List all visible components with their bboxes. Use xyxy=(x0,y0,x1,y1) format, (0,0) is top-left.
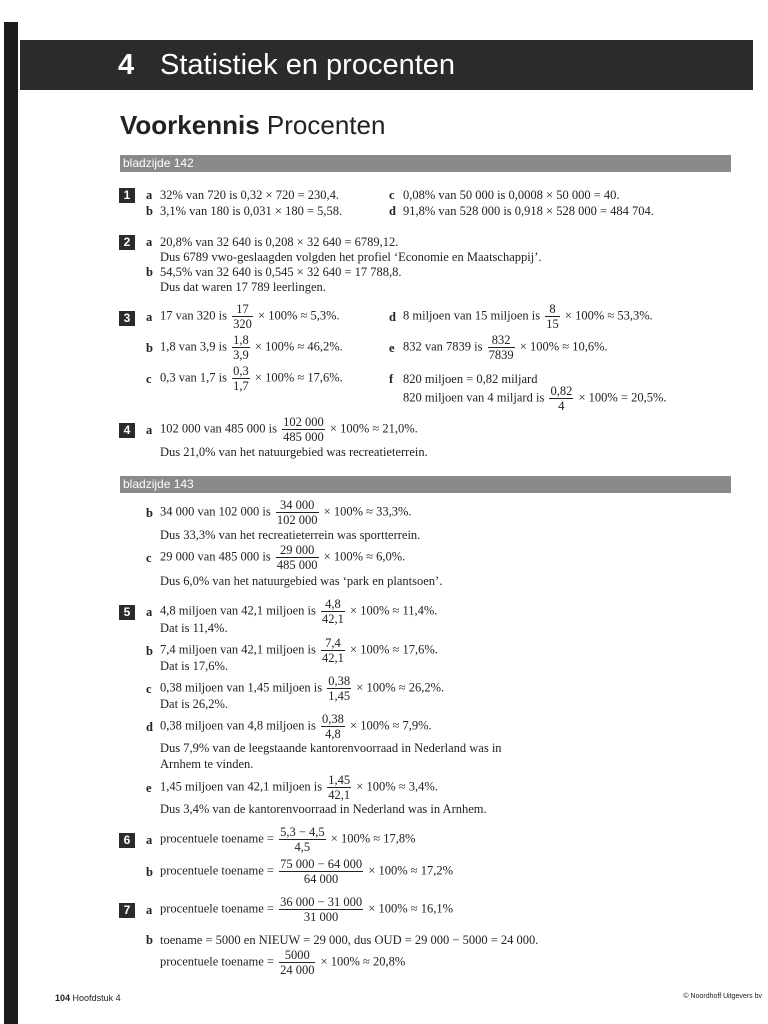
label-6b: b xyxy=(146,865,153,879)
fraction-5e xyxy=(327,773,351,802)
answer-5a-pre: 4,8 miljoen van 42,1 miljoen is xyxy=(160,603,316,618)
label-4c: c xyxy=(146,551,152,565)
answer-3c-pre: 0,3 van 1,7 is xyxy=(160,370,228,385)
answer-5e-post: × 100% ≈ 3,4%. xyxy=(356,779,438,794)
label-3e: e xyxy=(389,341,395,355)
answer-4c-post: × 100% ≈ 6,0%. xyxy=(323,549,406,564)
answer-5c-post: × 100% ≈ 26,2%. xyxy=(356,680,445,695)
answer-5d xyxy=(160,712,432,741)
chapter-header xyxy=(20,40,753,90)
answer-7a-pre: procentuele toename = xyxy=(160,901,274,916)
numerator-3d: 8 xyxy=(545,302,560,317)
numerator-5c: 0,38 xyxy=(328,674,351,688)
fraction-7b xyxy=(279,948,315,977)
chapter-number: 4 xyxy=(118,49,135,81)
answer-7b-post: × 100% ≈ 20,8% xyxy=(320,954,406,969)
denominator-7b: 24 000 xyxy=(280,963,315,977)
denominator-4b: 102 000 xyxy=(276,513,318,527)
numerator-4b: 34 000 xyxy=(276,498,319,513)
fraction-3c xyxy=(232,364,250,393)
answer-4a-pre: 102 000 van 485 000 is xyxy=(160,421,278,436)
numerator-3e: 832 xyxy=(488,333,515,348)
answer-1a: 32% van 720 is 0,32 × 720 = 230,4. xyxy=(160,188,340,202)
page-reference-143: bladzijde 143 xyxy=(120,476,731,493)
numerator-5a: 4,8 xyxy=(321,597,345,612)
answer-7b-pre: procentuele toename = xyxy=(160,954,274,969)
numerator-6b: 75 000 − 64 000 xyxy=(280,857,363,871)
answer-3b xyxy=(160,333,343,362)
answer-5c-line2: Dat is 26,2%. xyxy=(160,697,229,711)
answer-7b-line2 xyxy=(160,948,405,977)
answer-6b-pre: procentuele toename = xyxy=(160,863,274,878)
denominator-6b: 64 000 xyxy=(303,872,339,886)
exercise-number-4: 4 xyxy=(119,423,135,438)
label-4b: b xyxy=(146,506,153,520)
answer-3e-pre: 832 van 7839 is xyxy=(403,339,483,354)
numerator-4c: 29 000 xyxy=(276,543,319,558)
answer-1d: 91,8% van 528 000 is 0,918 × 528 000 = 484 704. xyxy=(403,204,654,218)
fraction-4c xyxy=(276,543,319,572)
numerator-5b: 7,4 xyxy=(321,636,345,651)
answer-2a-line2: Dus 6789 vwo-geslaagden volgden het profiel ‘Economie en Maatschappij’. xyxy=(160,250,542,264)
answer-6a xyxy=(160,825,416,854)
answer-1c: 0,08% van 50 000 is 0,0008 × 50 000 = 40. xyxy=(403,188,620,202)
answer-3d-post: × 100% ≈ 53,3%. xyxy=(564,308,653,323)
answer-4c-line2: Dus 6,0% van het natuurgebied was ‘park en plantsoen’. xyxy=(160,574,443,588)
answer-5e xyxy=(160,773,438,802)
answer-4b-line2: Dus 33,3% van het recreatieterrein was sportterrein. xyxy=(160,528,421,542)
denominator-4c: 485 000 xyxy=(276,558,318,572)
numerator-5d: 0,38 xyxy=(322,712,344,726)
denominator-5a: 42,1 xyxy=(322,612,344,626)
answer-3a xyxy=(160,302,340,331)
fraction-5b xyxy=(321,636,345,665)
label-7b: b xyxy=(146,933,153,947)
label-3c: c xyxy=(146,372,152,386)
exercise-number-5: 5 xyxy=(119,605,135,620)
denominator-5c: 1,45 xyxy=(328,689,351,703)
answer-6b-post: × 100% ≈ 17,2% xyxy=(368,863,454,878)
answer-3f-post: × 100% = 20,5%. xyxy=(578,390,667,405)
answer-5e-line2: Dus 3,4% van de kantorenvoorraad in Nederland was in Arnhem. xyxy=(160,802,487,816)
exercise-number-7: 7 xyxy=(119,903,135,918)
label-3a: a xyxy=(146,310,153,324)
answer-5a-line2: Dat is 11,4%. xyxy=(160,621,228,635)
label-3d: d xyxy=(389,310,396,324)
denominator-3c: 1,7 xyxy=(233,379,249,393)
label-2b: b xyxy=(146,265,153,279)
answer-5b-line2: Dat is 17,6%. xyxy=(160,659,229,673)
exercise-number-2: 2 xyxy=(119,235,135,250)
answer-5b-post: × 100% ≈ 17,6%. xyxy=(350,642,438,657)
answer-4c-pre: 29 000 van 485 000 is xyxy=(160,549,271,564)
page-footer xyxy=(55,993,121,1003)
answer-5d-line2: Dus 7,9% van de leegstaande kantorenvoorraad in Nederland was in xyxy=(160,741,502,755)
label-6a: a xyxy=(146,833,153,847)
denominator-3a: 320 xyxy=(233,317,252,331)
answer-4a xyxy=(160,415,418,444)
answer-4c xyxy=(160,543,405,572)
exercise-number-1: 1 xyxy=(119,188,135,203)
answer-3e xyxy=(403,333,608,362)
exercise-number-6: 6 xyxy=(119,833,135,848)
numerator-3a: 17 xyxy=(232,302,253,317)
answer-3f-pre: 820 miljoen van 4 miljard is xyxy=(403,390,545,405)
section-heading-bold: Voorkennis xyxy=(120,110,260,140)
numerator-6a: 5,3 − 4,5 xyxy=(280,825,325,839)
answer-2b-line2: Dus dat waren 17 789 leerlingen. xyxy=(160,280,326,294)
answer-5d-post: × 100% ≈ 7,9%. xyxy=(350,718,432,733)
answer-3b-post: × 100% ≈ 46,2%. xyxy=(254,339,343,354)
denominator-7a: 31 000 xyxy=(303,910,339,924)
fraction-6a xyxy=(279,825,326,854)
answer-3d-pre: 8 miljoen van 15 miljoen is xyxy=(403,308,541,323)
label-1d: d xyxy=(389,204,396,218)
answer-6a-post: × 100% ≈ 17,8% xyxy=(330,831,416,846)
label-1a: a xyxy=(146,188,153,202)
label-1b: b xyxy=(146,204,153,218)
label-3b: b xyxy=(146,341,153,355)
fraction-3e xyxy=(488,333,515,362)
answer-7b-line1: toename = 5000 en NIEUW = 29 000, dus OUD = 29 000 − 5000 = 24 000. xyxy=(160,933,539,947)
answer-6b xyxy=(160,857,453,886)
label-4a: a xyxy=(146,423,153,437)
answer-4b-pre: 34 000 van 102 000 is xyxy=(160,504,271,519)
answer-4b-post: × 100% ≈ 33,3%. xyxy=(323,504,412,519)
fraction-7a xyxy=(279,895,363,924)
fraction-5a xyxy=(321,597,345,626)
answer-6a-pre: procentuele toename = xyxy=(160,831,274,846)
answer-4a-line2: Dus 21,0% van het natuurgebied was recreatieterrein. xyxy=(160,445,428,459)
answer-5c-pre: 0,38 miljoen van 1,45 miljoen is xyxy=(160,680,323,695)
fraction-3a xyxy=(232,302,253,331)
answer-3f-line2 xyxy=(403,384,667,413)
denominator-5e: 42,1 xyxy=(328,788,351,802)
page-number: 104 xyxy=(55,993,71,1003)
answer-3c xyxy=(160,364,343,393)
denominator-3d: 15 xyxy=(546,317,559,331)
fraction-5c xyxy=(327,674,351,703)
publisher-credit: © Noordhoff Uitgevers bv xyxy=(683,993,762,1000)
denominator-3b: 3,9 xyxy=(233,348,249,362)
numerator-3f: 0,82 xyxy=(550,384,573,398)
fraction-3b xyxy=(232,333,250,362)
fraction-4a xyxy=(282,415,325,444)
numerator-7b: 5000 xyxy=(279,948,315,963)
left-margin-bar xyxy=(4,22,18,1024)
denominator-4a: 485 000 xyxy=(283,430,324,444)
denominator-5d: 4,8 xyxy=(325,727,341,741)
numerator-4a: 102 000 xyxy=(283,415,324,429)
exercise-number-3: 3 xyxy=(119,311,135,326)
numerator-7a: 36 000 − 31 000 xyxy=(280,895,363,909)
answer-5b-pre: 7,4 miljoen van 42,1 miljoen is xyxy=(160,642,316,657)
numerator-3c: 0,3 xyxy=(233,364,249,378)
numerator-3b: 1,8 xyxy=(233,333,249,347)
fraction-6b xyxy=(279,857,363,886)
section-heading xyxy=(120,110,385,141)
answer-3f-line1: 820 miljoen = 0,82 miljard xyxy=(403,372,538,386)
answer-3a-post: × 100% ≈ 5,3%. xyxy=(258,308,340,323)
denominator-6a: 4,5 xyxy=(294,840,311,854)
denominator-3e: 7839 xyxy=(488,348,514,362)
fraction-4b xyxy=(276,498,319,527)
answer-5d-line3: Arnhem te vinden. xyxy=(160,757,254,771)
footer-chapter: Hoofdstuk 4 xyxy=(72,993,121,1003)
fraction-3d xyxy=(545,302,560,331)
answer-4a-post: × 100% ≈ 21,0%. xyxy=(329,421,418,436)
answer-3e-post: × 100% ≈ 10,6%. xyxy=(519,339,608,354)
answer-5a-post: × 100% ≈ 11,4%. xyxy=(350,603,438,618)
label-1c: c xyxy=(389,188,395,202)
label-7a: a xyxy=(146,903,153,917)
label-3f: f xyxy=(389,372,394,386)
answer-5e-pre: 1,45 miljoen van 42,1 miljoen is xyxy=(160,779,323,794)
answer-5d-pre: 0,38 miljoen van 4,8 miljoen is xyxy=(160,718,316,733)
label-2a: a xyxy=(146,235,153,249)
answer-7a-post: × 100% ≈ 16,1% xyxy=(368,901,454,916)
answer-1b: 3,1% van 180 is 0,031 × 180 = 5,58. xyxy=(160,204,343,218)
section-heading-rest: Procenten xyxy=(266,110,386,140)
label-5b: b xyxy=(146,644,153,658)
answer-3d xyxy=(403,302,653,331)
label-5c: c xyxy=(146,682,152,696)
chapter-title: Statistiek en procenten xyxy=(160,49,456,81)
answer-4b xyxy=(160,498,412,527)
denominator-3f: 4 xyxy=(558,399,565,413)
denominator-5b: 42,1 xyxy=(322,651,344,665)
page-reference-142: bladzijde 142 xyxy=(120,155,731,172)
answer-3a-pre: 17 van 320 is xyxy=(160,308,228,323)
numerator-5e: 1,45 xyxy=(328,773,351,787)
fraction-3f xyxy=(549,384,573,413)
answer-7a xyxy=(160,895,453,924)
label-5e: e xyxy=(146,781,152,795)
answer-2a-line1: 20,8% van 32 640 is 0,208 × 32 640 = 6789,12. xyxy=(160,235,399,249)
fraction-5d xyxy=(321,712,345,741)
label-5d: d xyxy=(146,720,153,734)
answer-3c-post: × 100% ≈ 17,6%. xyxy=(254,370,343,385)
answer-2b-line1: 54,5% van 32 640 is 0,545 × 32 640 = 17 788,8. xyxy=(160,265,402,279)
label-5a: a xyxy=(146,605,153,619)
answer-3b-pre: 1,8 van 3,9 is xyxy=(160,339,228,354)
